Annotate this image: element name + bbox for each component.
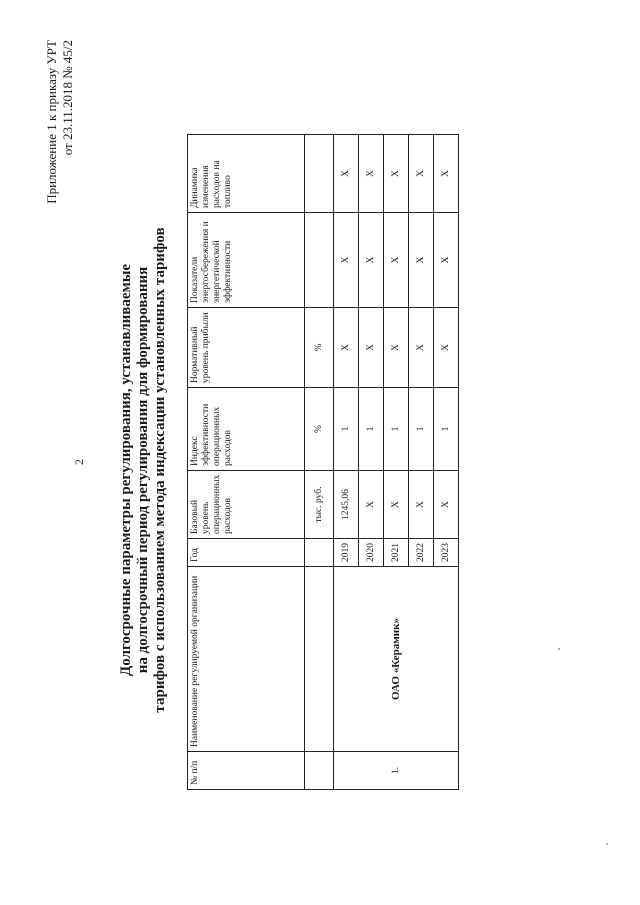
units-cell-empty [305, 567, 334, 752]
header-cell-index: Индекс эффективности операционных расходов [188, 388, 305, 471]
parameters-table [187, 134, 459, 790]
year-cell: 2023 [434, 539, 459, 567]
energy-cell: Х [359, 213, 384, 308]
units-cell-profit: % [305, 308, 334, 388]
energy-cell: Х [384, 213, 409, 308]
units-cell-empty [305, 213, 334, 308]
year-cell: 2022 [409, 539, 434, 567]
table-row [334, 135, 359, 790]
units-cell-base: тыс. руб. [305, 471, 334, 539]
energy-cell: Х [409, 213, 434, 308]
year-cell: 2019 [334, 539, 359, 567]
document-title [118, 155, 169, 785]
fuel-cell: Х [384, 135, 409, 213]
index-cell: 1 [434, 388, 459, 471]
scan-speck [558, 648, 560, 650]
header-cell-profit: Нормативный уровень прибыли [188, 308, 305, 388]
base-cell: 1245,06 [334, 471, 359, 539]
units-cell-empty [305, 752, 334, 790]
units-cell-empty [305, 539, 334, 567]
energy-cell: Х [434, 213, 459, 308]
profit-cell: Х [434, 308, 459, 388]
fuel-cell: Х [434, 135, 459, 213]
profit-cell: Х [334, 308, 359, 388]
units-row [305, 135, 334, 790]
index-cell: 1 [409, 388, 434, 471]
title-line: тарифов с использованием метода индексации установленных тарифов [152, 227, 168, 713]
header-row [188, 135, 305, 790]
fuel-cell: Х [409, 135, 434, 213]
page-number: 2 [72, 459, 86, 465]
header-cell-fuel: Динамика изменения расходов на топливо [188, 135, 305, 213]
profit-cell: Х [384, 308, 409, 388]
units-cell-index: % [305, 388, 334, 471]
header-cell-year: Год [188, 539, 305, 567]
row-number-cell: 1. [334, 752, 459, 790]
year-cell: 2020 [359, 539, 384, 567]
units-cell-empty [305, 135, 334, 213]
base-cell: Х [384, 471, 409, 539]
fuel-cell: Х [359, 135, 384, 213]
organization-name-cell: ОАО «Керамик» [334, 567, 459, 752]
energy-cell: Х [334, 213, 359, 308]
profit-cell: Х [409, 308, 434, 388]
index-cell: 1 [359, 388, 384, 471]
index-cell: 1 [384, 388, 409, 471]
year-cell: 2021 [384, 539, 409, 567]
header-cell-base: Базовый уровень операционных расходов [188, 471, 305, 539]
title-line: Долгосрочные параметры регулирования, устанавливаемые [118, 263, 134, 677]
base-cell: Х [434, 471, 459, 539]
scan-speck [606, 843, 608, 845]
appendix-line: от 23.11.2018 № 45/2 [60, 40, 75, 156]
base-cell: Х [409, 471, 434, 539]
header-cell-org: Наименование регулируемой организации [188, 567, 305, 752]
header-cell-energy: Показатели энергосбережения и энергетической эффективности [188, 213, 305, 308]
base-cell: Х [359, 471, 384, 539]
fuel-cell: Х [334, 135, 359, 213]
appendix-reference [44, 40, 76, 204]
title-line: на долгосрочный период регулирования для формирования [135, 266, 151, 674]
appendix-line: Приложение 1 к приказу УРТ [44, 40, 59, 204]
index-cell: 1 [334, 388, 359, 471]
profit-cell: Х [359, 308, 384, 388]
header-cell-num: № п/п [188, 752, 305, 790]
